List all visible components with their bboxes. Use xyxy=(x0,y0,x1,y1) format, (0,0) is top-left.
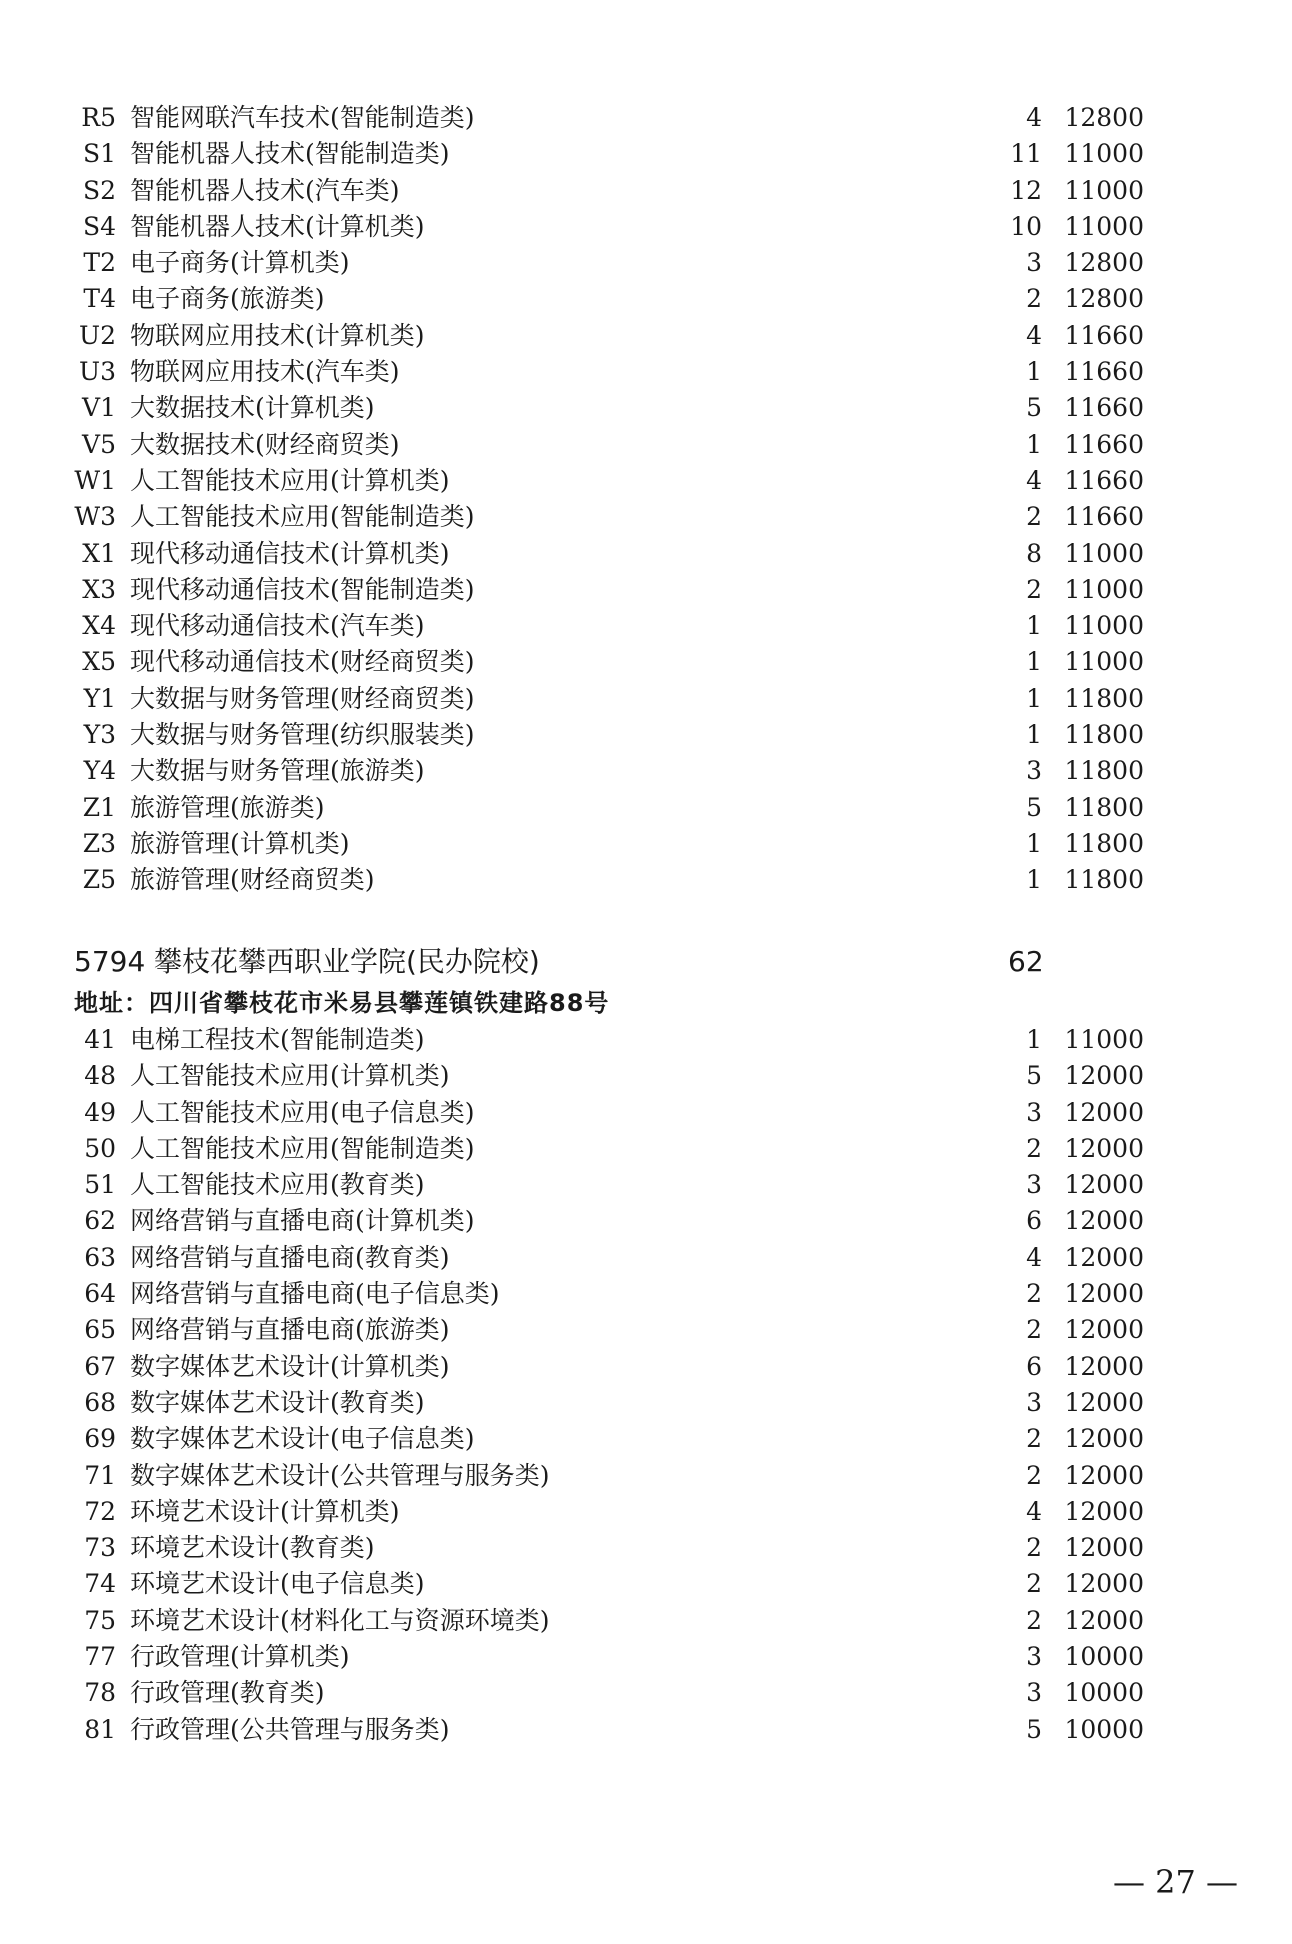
tuition-fee: 12000 xyxy=(1064,1133,1144,1163)
program-name: 数字媒体艺术设计(电子信息类) xyxy=(130,1424,475,1454)
table-row xyxy=(0,717,1292,753)
table-row xyxy=(0,173,1292,209)
enrollment-count: 4 xyxy=(1026,320,1042,350)
tuition-fee: 12000 xyxy=(1064,1387,1144,1417)
table-row xyxy=(0,1421,1292,1457)
program-name: 人工智能技术应用(计算机类) xyxy=(130,1061,450,1091)
program-code: Y4 xyxy=(83,756,116,786)
enrollment-count: 3 xyxy=(1026,1678,1042,1708)
table-row xyxy=(0,1312,1292,1348)
program-code: 77 xyxy=(84,1642,116,1672)
program-name: 人工智能技术应用(教育类) xyxy=(130,1170,425,1200)
enrollment-count: 4 xyxy=(1026,1496,1042,1526)
program-code: T4 xyxy=(83,284,116,314)
program-name: 数字媒体艺术设计(教育类) xyxy=(130,1387,425,1417)
program-name: 数字媒体艺术设计(计算机类) xyxy=(130,1351,450,1381)
program-name: 电子商务(计算机类) xyxy=(130,248,350,278)
tuition-fee: 12000 xyxy=(1064,1206,1144,1236)
enrollment-count: 3 xyxy=(1026,756,1042,786)
program-code: Z1 xyxy=(82,792,116,822)
enrollment-count: 1 xyxy=(1026,357,1042,387)
enrollment-count: 2 xyxy=(1026,1605,1042,1635)
program-name: 现代移动通信技术(智能制造类) xyxy=(130,574,475,604)
program-code: 41 xyxy=(84,1025,116,1054)
school-header xyxy=(74,940,1074,984)
table-row xyxy=(0,1131,1292,1167)
tuition-fee: 10000 xyxy=(1064,1714,1144,1744)
program-code: 73 xyxy=(84,1533,116,1563)
program-code: X4 xyxy=(82,611,116,641)
program-code: Y1 xyxy=(83,683,116,713)
table-row xyxy=(0,1349,1292,1385)
table-row xyxy=(0,1385,1292,1421)
tuition-fee: 12000 xyxy=(1064,1097,1144,1127)
program-name: 电梯工程技术(智能制造类) xyxy=(130,1025,425,1054)
program-name: 物联网应用技术(汽车类) xyxy=(130,357,400,387)
table-row xyxy=(0,1639,1292,1675)
program-list-previous-school xyxy=(0,100,1292,899)
table-row xyxy=(0,427,1292,463)
program-name: 人工智能技术应用(智能制造类) xyxy=(130,1133,475,1163)
program-name: 旅游管理(计算机类) xyxy=(130,828,350,858)
table-row xyxy=(0,136,1292,172)
table-row xyxy=(0,245,1292,281)
table-row xyxy=(0,644,1292,680)
program-code: U3 xyxy=(79,357,116,387)
program-name: 大数据技术(计算机类) xyxy=(130,393,375,423)
tuition-fee: 12000 xyxy=(1064,1351,1144,1381)
tuition-fee: 12000 xyxy=(1064,1569,1144,1599)
enrollment-count: 2 xyxy=(1026,1133,1042,1163)
table-row xyxy=(0,1494,1292,1530)
program-name: 现代移动通信技术(计算机类) xyxy=(130,538,450,568)
tuition-fee: 12000 xyxy=(1064,1424,1144,1454)
table-row xyxy=(0,1058,1292,1094)
tuition-fee: 12000 xyxy=(1064,1605,1144,1635)
tuition-fee: 11660 xyxy=(1064,429,1144,459)
tuition-fee: 11800 xyxy=(1064,792,1144,822)
enrollment-count: 1 xyxy=(1026,828,1042,858)
enrollment-count: 2 xyxy=(1026,502,1042,532)
program-code: 69 xyxy=(84,1424,116,1454)
table-row xyxy=(0,1095,1292,1131)
tuition-fee: 11660 xyxy=(1064,465,1144,495)
enrollment-count: 4 xyxy=(1026,103,1042,132)
program-code: Y3 xyxy=(83,720,116,750)
table-row xyxy=(0,1712,1292,1748)
program-code: 81 xyxy=(84,1714,116,1744)
program-code: Z3 xyxy=(82,828,116,858)
program-code: 62 xyxy=(84,1206,116,1236)
program-name: 环境艺术设计(材料化工与资源环境类) xyxy=(130,1605,550,1635)
program-name: 智能机器人技术(计算机类) xyxy=(130,211,425,241)
program-code: 50 xyxy=(84,1133,116,1163)
table-row xyxy=(0,499,1292,535)
program-code: 74 xyxy=(84,1569,116,1599)
tuition-fee: 10000 xyxy=(1064,1678,1144,1708)
enrollment-count: 1 xyxy=(1026,720,1042,750)
program-name: 智能机器人技术(汽车类) xyxy=(130,175,400,205)
enrollment-count: 2 xyxy=(1026,1279,1042,1309)
tuition-fee: 11800 xyxy=(1064,683,1144,713)
program-name: 人工智能技术应用(计算机类) xyxy=(130,465,450,495)
program-code: X5 xyxy=(82,647,116,677)
enrollment-count: 2 xyxy=(1026,1569,1042,1599)
enrollment-count: 5 xyxy=(1026,1061,1042,1091)
table-row xyxy=(0,753,1292,789)
tuition-fee: 11660 xyxy=(1064,502,1144,532)
program-code: X3 xyxy=(82,574,116,604)
tuition-fee: 11000 xyxy=(1064,611,1144,641)
tuition-fee: 12000 xyxy=(1064,1170,1144,1200)
table-row xyxy=(0,281,1292,317)
enrollment-count: 2 xyxy=(1026,284,1042,314)
table-row xyxy=(0,1675,1292,1711)
enrollment-count: 4 xyxy=(1026,465,1042,495)
table-row xyxy=(0,100,1292,136)
enrollment-count: 3 xyxy=(1026,1387,1042,1417)
enrollment-count: 2 xyxy=(1026,1315,1042,1345)
table-row xyxy=(0,1458,1292,1494)
program-code: 72 xyxy=(84,1496,116,1526)
program-code: 64 xyxy=(84,1279,116,1309)
program-code: W1 xyxy=(74,465,116,495)
table-row xyxy=(0,1022,1292,1058)
tuition-fee: 12800 xyxy=(1064,284,1144,314)
table-row xyxy=(0,862,1292,898)
enrollment-count: 11 xyxy=(1010,139,1042,169)
program-name: 人工智能技术应用(智能制造类) xyxy=(130,502,475,532)
program-name: 环境艺术设计(计算机类) xyxy=(130,1496,400,1526)
tuition-fee: 11660 xyxy=(1064,357,1144,387)
program-name: 网络营销与直播电商(旅游类) xyxy=(130,1315,450,1345)
school-id: 5794 xyxy=(74,945,146,978)
tuition-fee: 12000 xyxy=(1064,1279,1144,1309)
program-code: Z5 xyxy=(82,865,116,895)
program-code: 75 xyxy=(84,1605,116,1635)
program-code: 68 xyxy=(84,1387,116,1417)
table-row xyxy=(0,1603,1292,1639)
enrollment-count: 1 xyxy=(1026,647,1042,677)
enrollment-count: 4 xyxy=(1026,1242,1042,1272)
program-code: S4 xyxy=(82,211,116,241)
enrollment-count: 1 xyxy=(1026,683,1042,713)
enrollment-count: 3 xyxy=(1026,1097,1042,1127)
table-row xyxy=(0,572,1292,608)
tuition-fee: 11000 xyxy=(1064,574,1144,604)
program-name: 行政管理(计算机类) xyxy=(130,1642,350,1672)
tuition-fee: 12800 xyxy=(1064,103,1144,132)
enrollment-count: 2 xyxy=(1026,1460,1042,1490)
table-row xyxy=(0,463,1292,499)
table-row xyxy=(0,1530,1292,1566)
program-code: 49 xyxy=(84,1097,116,1127)
program-code: 48 xyxy=(84,1061,116,1091)
school-total-quota: 62 xyxy=(1008,945,1044,978)
program-name: 大数据与财务管理(旅游类) xyxy=(130,756,425,786)
program-code: S1 xyxy=(82,139,116,169)
tuition-fee: 12000 xyxy=(1064,1061,1144,1091)
program-name: 网络营销与直播电商(计算机类) xyxy=(130,1206,475,1236)
program-name: 现代移动通信技术(财经商贸类) xyxy=(130,647,475,677)
tuition-fee: 11660 xyxy=(1064,320,1144,350)
tuition-fee: 11800 xyxy=(1064,756,1144,786)
tuition-fee: 11000 xyxy=(1064,647,1144,677)
enrollment-count: 1 xyxy=(1026,1025,1042,1054)
program-code: 67 xyxy=(84,1351,116,1381)
program-name: 旅游管理(旅游类) xyxy=(130,792,325,822)
program-name: 大数据与财务管理(财经商贸类) xyxy=(130,683,475,713)
program-code: R5 xyxy=(81,103,116,132)
enrollment-count: 2 xyxy=(1026,574,1042,604)
tuition-fee: 11000 xyxy=(1064,211,1144,241)
table-row xyxy=(0,1167,1292,1203)
tuition-fee: 11000 xyxy=(1064,175,1144,205)
program-code: 78 xyxy=(84,1678,116,1708)
enrollment-count: 12 xyxy=(1010,175,1042,205)
program-code: X1 xyxy=(82,538,116,568)
table-row xyxy=(0,681,1292,717)
program-name: 智能机器人技术(智能制造类) xyxy=(130,139,450,169)
enrollment-count: 5 xyxy=(1026,393,1042,423)
tuition-fee: 12000 xyxy=(1064,1242,1144,1272)
table-row xyxy=(0,354,1292,390)
enrollment-count: 8 xyxy=(1026,538,1042,568)
program-code: 71 xyxy=(84,1460,116,1490)
school-address: 地址：四川省攀枝花市米易县攀莲镇铁建路88号 xyxy=(74,989,610,1017)
program-name: 大数据技术(财经商贸类) xyxy=(130,429,400,459)
program-name: 数字媒体艺术设计(公共管理与服务类) xyxy=(130,1460,550,1490)
program-name: 现代移动通信技术(汽车类) xyxy=(130,611,425,641)
tuition-fee: 11000 xyxy=(1064,1025,1144,1054)
tuition-fee: 12000 xyxy=(1064,1496,1144,1526)
enrollment-count: 6 xyxy=(1026,1206,1042,1236)
program-code: V5 xyxy=(82,429,116,459)
program-name: 行政管理(教育类) xyxy=(130,1678,325,1708)
table-row xyxy=(0,318,1292,354)
tuition-fee: 12000 xyxy=(1064,1460,1144,1490)
program-code: 65 xyxy=(84,1315,116,1345)
program-name: 环境艺术设计(电子信息类) xyxy=(130,1569,425,1599)
school-name: 攀枝花攀西职业学院(民办院校) xyxy=(154,945,540,978)
program-name: 网络营销与直播电商(教育类) xyxy=(130,1242,450,1272)
program-name: 智能网联汽车技术(智能制造类) xyxy=(130,103,475,132)
enrollment-count: 5 xyxy=(1026,792,1042,822)
table-row xyxy=(0,1566,1292,1602)
tuition-fee: 11660 xyxy=(1064,393,1144,423)
tuition-fee: 11800 xyxy=(1064,720,1144,750)
enrollment-count: 1 xyxy=(1026,611,1042,641)
tuition-fee: 11000 xyxy=(1064,139,1144,169)
table-row xyxy=(0,1276,1292,1312)
table-row xyxy=(0,209,1292,245)
program-list-panxi-college xyxy=(0,1022,1292,1748)
enrollment-count: 2 xyxy=(1026,1424,1042,1454)
tuition-fee: 12800 xyxy=(1064,248,1144,278)
table-row xyxy=(0,826,1292,862)
table-row xyxy=(0,790,1292,826)
enrollment-count: 3 xyxy=(1026,1642,1042,1672)
program-name: 人工智能技术应用(电子信息类) xyxy=(130,1097,475,1127)
enrollment-count: 10 xyxy=(1010,211,1042,241)
enrollment-count: 1 xyxy=(1026,429,1042,459)
tuition-fee: 12000 xyxy=(1064,1315,1144,1345)
tuition-fee: 11800 xyxy=(1064,828,1144,858)
page-number: — 27 — xyxy=(1112,1863,1238,1901)
tuition-fee: 12000 xyxy=(1064,1533,1144,1563)
enrollment-count: 2 xyxy=(1026,1533,1042,1563)
program-name: 环境艺术设计(教育类) xyxy=(130,1533,375,1563)
program-code: T2 xyxy=(83,248,116,278)
program-code: W3 xyxy=(74,502,116,532)
program-name: 旅游管理(财经商贸类) xyxy=(130,865,375,895)
program-name: 物联网应用技术(计算机类) xyxy=(130,320,425,350)
enrollment-count: 3 xyxy=(1026,248,1042,278)
table-row xyxy=(0,536,1292,572)
program-name: 电子商务(旅游类) xyxy=(130,284,325,314)
program-code: U2 xyxy=(79,320,116,350)
table-row xyxy=(0,1240,1292,1276)
table-row xyxy=(0,608,1292,644)
enrollment-count: 1 xyxy=(1026,865,1042,895)
program-code: 63 xyxy=(84,1242,116,1272)
tuition-fee: 11800 xyxy=(1064,865,1144,895)
enrollment-count: 5 xyxy=(1026,1714,1042,1744)
enrollment-count: 3 xyxy=(1026,1170,1042,1200)
program-name: 网络营销与直播电商(电子信息类) xyxy=(130,1279,500,1309)
program-code: V1 xyxy=(82,393,116,423)
tuition-fee: 11000 xyxy=(1064,538,1144,568)
tuition-fee: 10000 xyxy=(1064,1642,1144,1672)
program-name: 大数据与财务管理(纺织服装类) xyxy=(130,720,475,750)
table-row xyxy=(0,390,1292,426)
program-code: S2 xyxy=(82,175,116,205)
program-code: 51 xyxy=(84,1170,116,1200)
table-row xyxy=(0,1203,1292,1239)
program-name: 行政管理(公共管理与服务类) xyxy=(130,1714,450,1744)
enrollment-count: 6 xyxy=(1026,1351,1042,1381)
